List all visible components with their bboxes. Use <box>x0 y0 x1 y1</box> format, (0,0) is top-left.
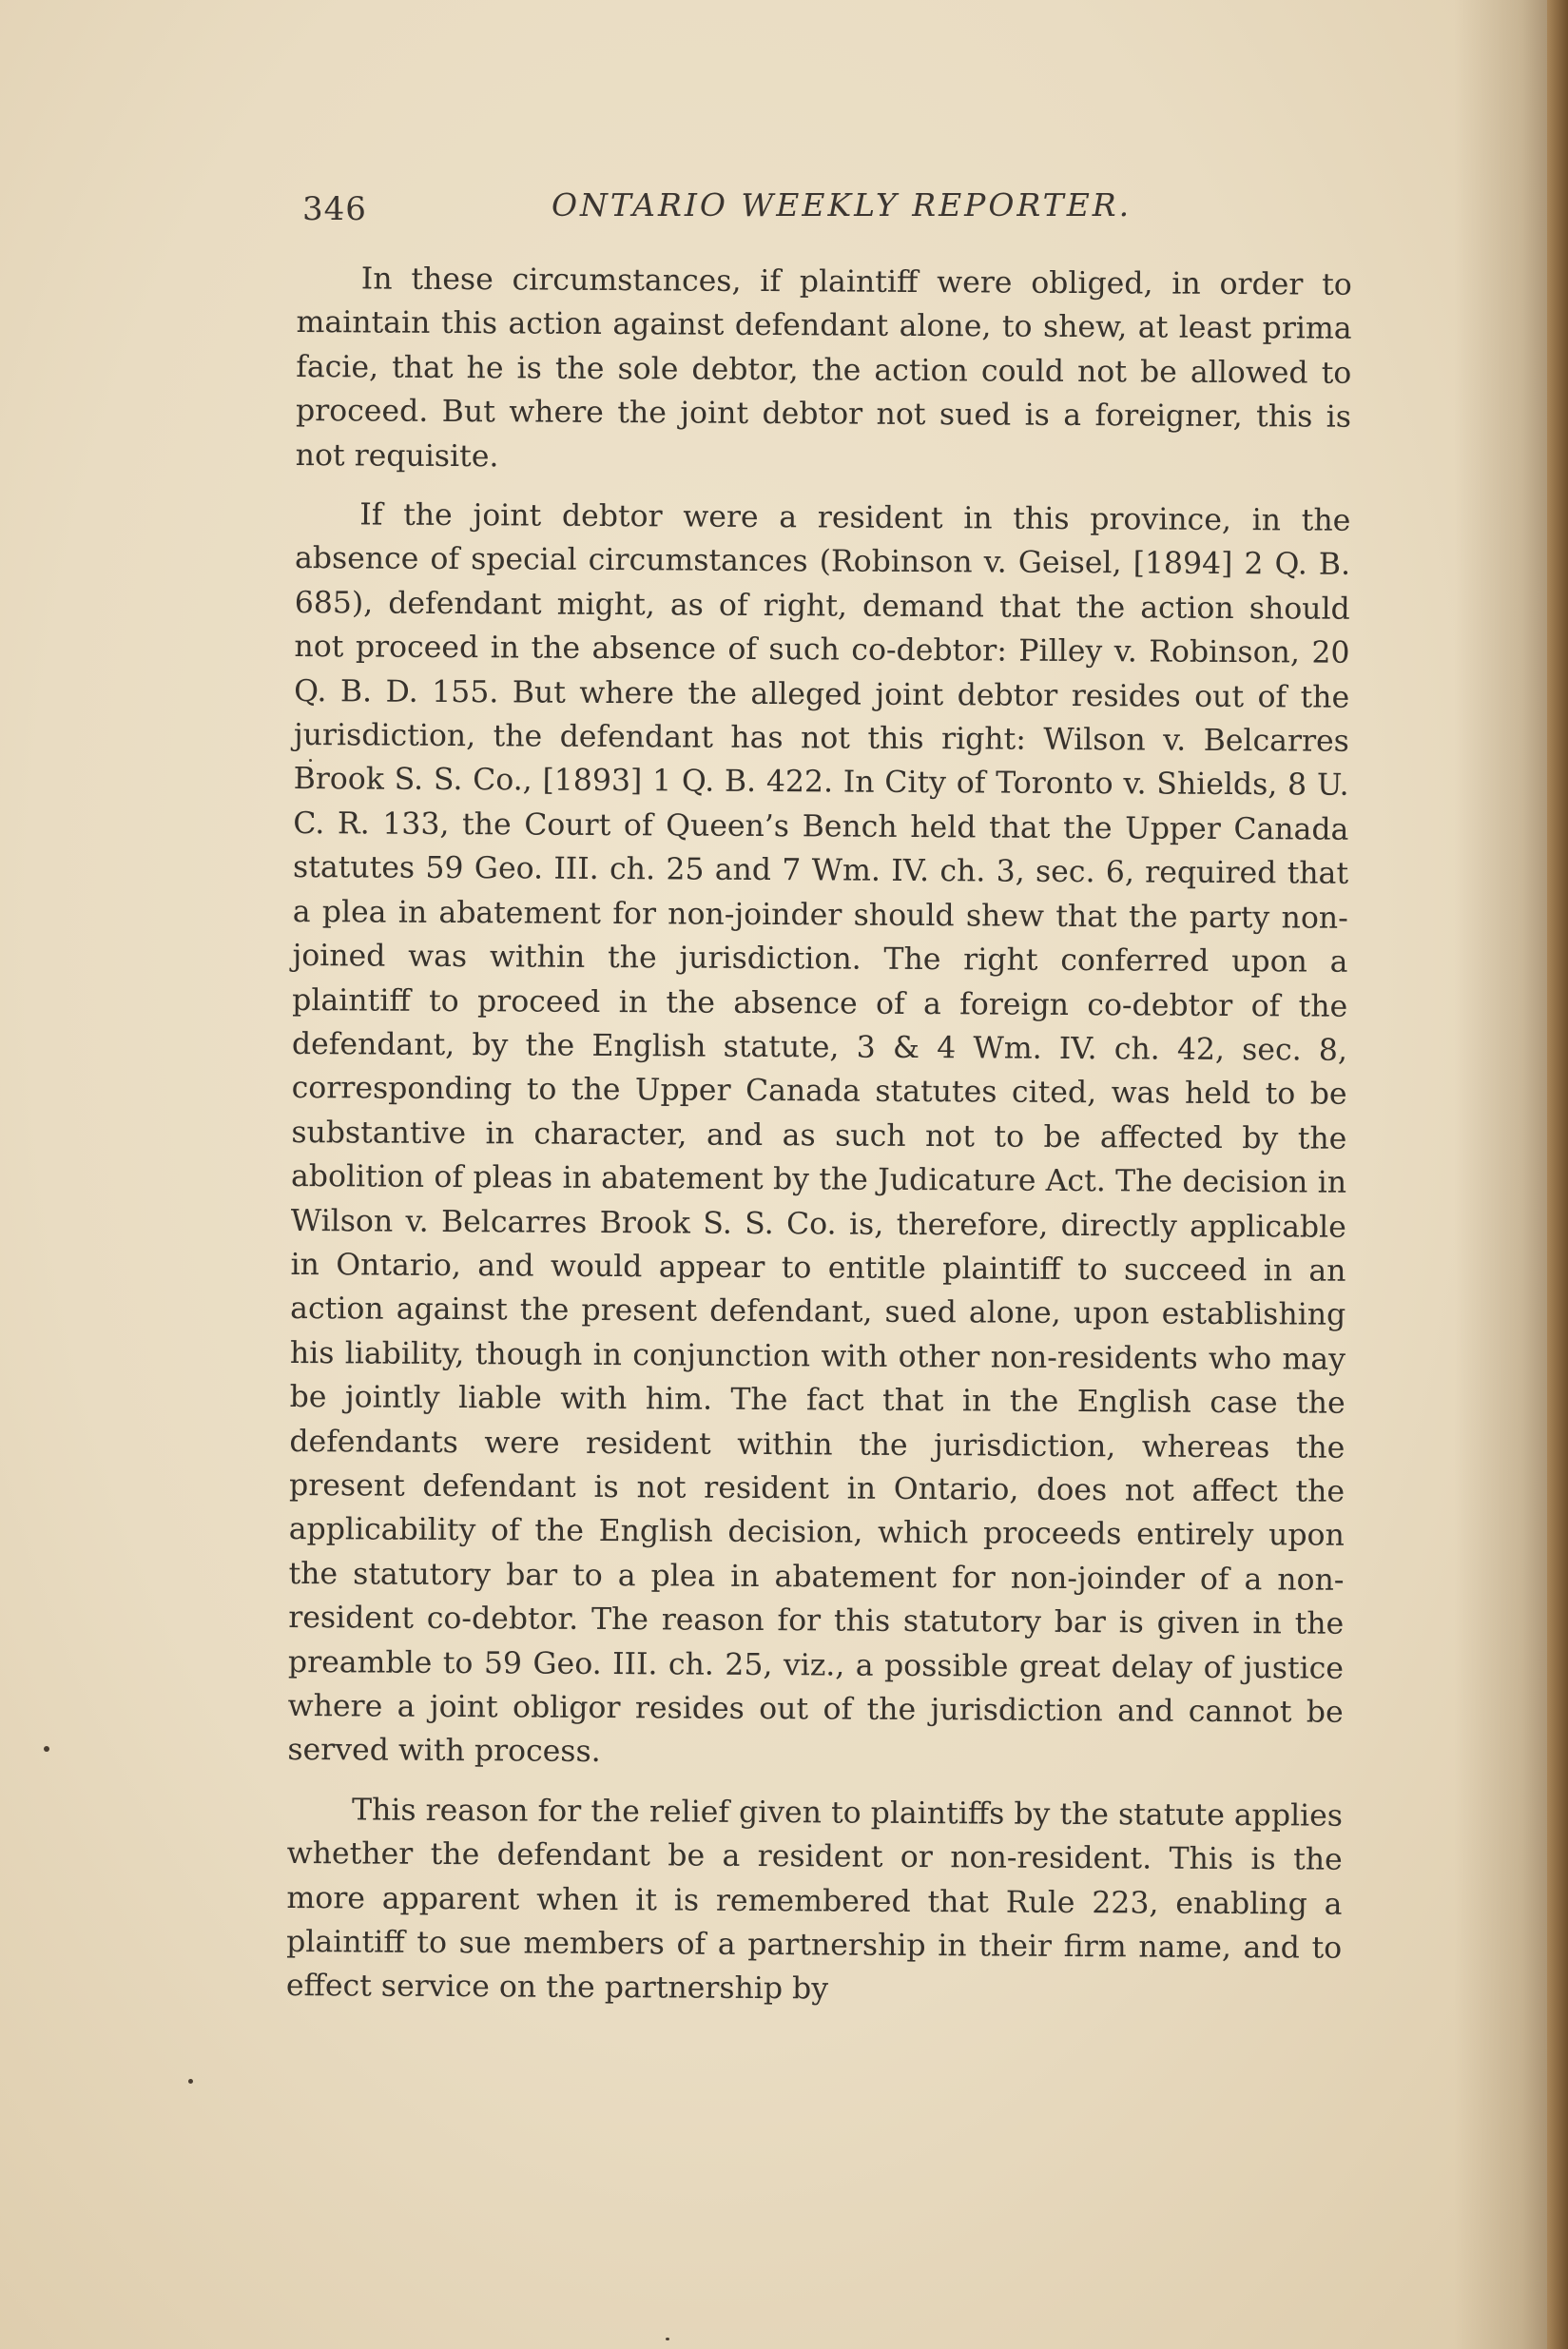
page-number: 346 <box>302 190 367 228</box>
running-head: ONTARIO WEEKLY REPORTER. <box>552 186 1132 223</box>
paragraph-2: If the joint debtor were a resident in this province, in the absence of special circumstances (Robinson v. Geisel, [1894] 2 Q. B. 685), defendant might, as of right, demand that the action should not proceed in the absence of such co-debtor: Pilley v. Robinson, 20 Q. B. D. 155. But where the alleged joint debtor resides out of the jurisdiction, the defendant has not this right: Wilson v. Belcarres Brook S. S. Co., [1893] 1 Q. B. 422. In City of Toronto v. Shields, 8 U. C. R. 133, the Court of Queen’s Bench held that the Upper Canada statutes 59 Geo. III. ch. 25 and 7 Wm. IV. ch. 3, sec. 6, required that a plea in abatement for non-joinder should shew that the party non-joined was within the jurisdiction. The right conferred upon a plaintiff to proceed in the absence of a foreign co-debtor of the defendant, by the English statute, 3 & 4 Wm. IV. ch. 42, sec. 8, corresponding to the Upper Canada statutes cited, was held to be substantive in character, and as such not to be affected by the abolition of pleas in abatement by the Judicature Act. The decision in Wilson v. Belcarres Brook S. S. Co. is, therefore, directly applicable in Ontario, and would appear to entitle plaintiff to succeed in an action against the present defendant, sued alone, upon establishing his liability, though in conjunction with other non-residents who may be jointly liable with him. The fact that in the English case the defendants were resident within the jurisdiction, whereas the present defendant is not resident in Ontario, does not affect the applicability of the English decision, which proceeds entirely upon the statutory bar to a plea in abatement for non-joinder of a non-resident co-debtor. The reason for this statutory bar is given in the preamble to 59 Geo. III. ch. 25, viz., a possible great delay of justice where a joint obligor resides out of the jurisdiction and cannot be served with process. <box>287 497 1351 1770</box>
paragraph-3: This reason for the relief given to plaintiffs by the statute applies whether the defendant be a resident or non-resident. This is the more apparent when it is remembered that Rule 223, enabling a plaintiff to sue members of a partnership in their firm name, and to effect service on the partnership by <box>285 1793 1344 2007</box>
body-text <box>286 257 1352 2030</box>
page-header <box>302 183 1348 240</box>
page-binding-edge <box>1547 0 1568 2349</box>
paragraph-1: In these circumstances, if plaintiff were obliged, in order to maintain this action against defendant alone, to shew, at least prima facie, that he is the sole debtor, the action could not be allowed to proceed. But where the joint debtor not sued is a foreigner, this is not requisite. <box>295 262 1352 474</box>
